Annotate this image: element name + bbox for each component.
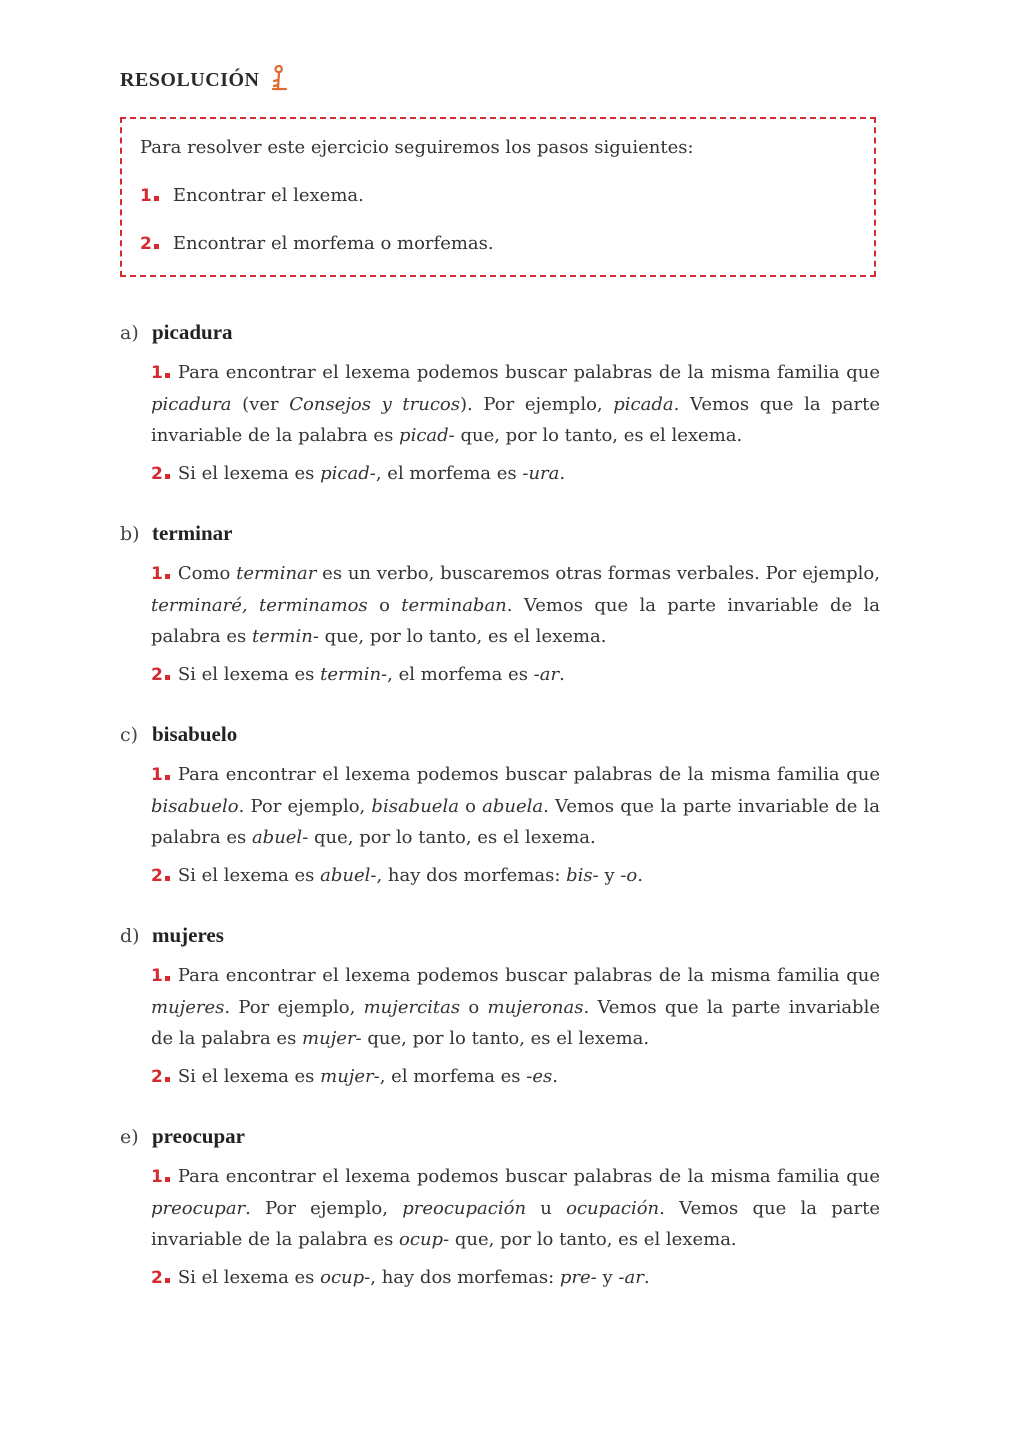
exercise-word: bisabuelo (152, 722, 238, 746)
heading-title: RESOLUCIÓN (120, 69, 260, 91)
step-number: 2 (151, 665, 170, 685)
exercise-step-2: 2 Si el lexema es picad-, el morfema es -ura. (151, 463, 566, 484)
exercise-step-1: 1 Para encontrar el lexema podemos buscar palabras de la misma familia que mujeres. Por ejemplo, mujercitas o mujeronas. Vemos que la parte invariable de la palabra es mujer- que, por lo tanto, es el lexema. (151, 965, 880, 1049)
exercise-step-2: 2 Si el lexema es termin-, el morfema es -ar. (151, 664, 565, 685)
step-1 (140, 185, 364, 206)
exercise-word: terminar (152, 521, 233, 545)
exercise-step-2: 2 Si el lexema es ocup-, hay dos morfemas: pre- y -ar. (151, 1267, 650, 1288)
exercise-d (120, 923, 880, 1087)
step-number: 1 (140, 186, 159, 206)
exercise-step-2: 2 Si el lexema es mujer-, el morfema es -es. (151, 1066, 558, 1087)
step-number: 1 (151, 765, 170, 785)
exercise-letter: a) (120, 322, 139, 344)
steps-intro: Para resolver este ejercicio seguiremos los pasos siguientes: (140, 137, 694, 158)
step-2 (140, 233, 494, 254)
exercise-letter: d) (120, 925, 140, 947)
exercise-a (120, 320, 880, 484)
step-number: 1 (151, 363, 170, 383)
exercise-b (120, 521, 880, 685)
exercise-header (120, 722, 880, 747)
exercise-header (120, 521, 880, 546)
exercise-step-1: 1 Como terminar es un verbo, buscaremos otras formas verbales. Por ejemplo, terminaré, terminamos o terminaban. Vemos que la parte invariable de la palabra es termin- que, por lo tanto, es el lexema. (151, 563, 880, 647)
exercise-step-1: 1 Para encontrar el lexema podemos buscar palabras de la misma familia que picadura (ver Consejos y trucos). Por ejemplo, picada. Vemos que la parte invariable de la palabra es picad- que, por lo tanto, es el lexema. (151, 362, 880, 446)
exercise-letter: c) (120, 724, 139, 746)
section-heading (120, 62, 293, 92)
steps-box (120, 117, 876, 277)
step-number: 2 (151, 1067, 170, 1087)
step-number: 1 (151, 564, 170, 584)
step-text: Encontrar el morfema o morfemas. (172, 233, 494, 254)
step-number: 2 (140, 234, 159, 254)
exercise-word: picadura (152, 320, 233, 344)
exercise-word: mujeres (152, 923, 224, 947)
exercise-step-1: 1 Para encontrar el lexema podemos buscar palabras de la misma familia que preocupar. Por ejemplo, preocupación u ocupación. Vemos que la parte invariable de la palabra es ocup- que, por lo tanto, es el lexema. (151, 1166, 880, 1250)
step-number: 1 (151, 1167, 170, 1187)
exercise-header (120, 1124, 880, 1149)
exercise-letter: b) (120, 523, 140, 545)
exercise-e (120, 1124, 880, 1288)
exercise-header (120, 320, 880, 345)
exercise-letter: e) (120, 1126, 139, 1148)
exercise-step-2: 2 Si el lexema es abuel-, hay dos morfemas: bis- y -o. (151, 865, 643, 886)
step-text: Encontrar el lexema. (172, 185, 364, 206)
step-number: 2 (151, 866, 170, 886)
step-number: 1 (151, 966, 170, 986)
step-number: 2 (151, 464, 170, 484)
step-number: 2 (151, 1268, 170, 1288)
key-icon (269, 62, 293, 92)
exercise-word: preocupar (152, 1124, 245, 1148)
exercise-header (120, 923, 880, 948)
exercise-c (120, 722, 880, 886)
exercise-step-1: 1 Para encontrar el lexema podemos buscar palabras de la misma familia que bisabuelo. Por ejemplo, bisabuela o abuela. Vemos que la parte invariable de la palabra es abuel- que, por lo tanto, es el lexema. (151, 764, 880, 848)
